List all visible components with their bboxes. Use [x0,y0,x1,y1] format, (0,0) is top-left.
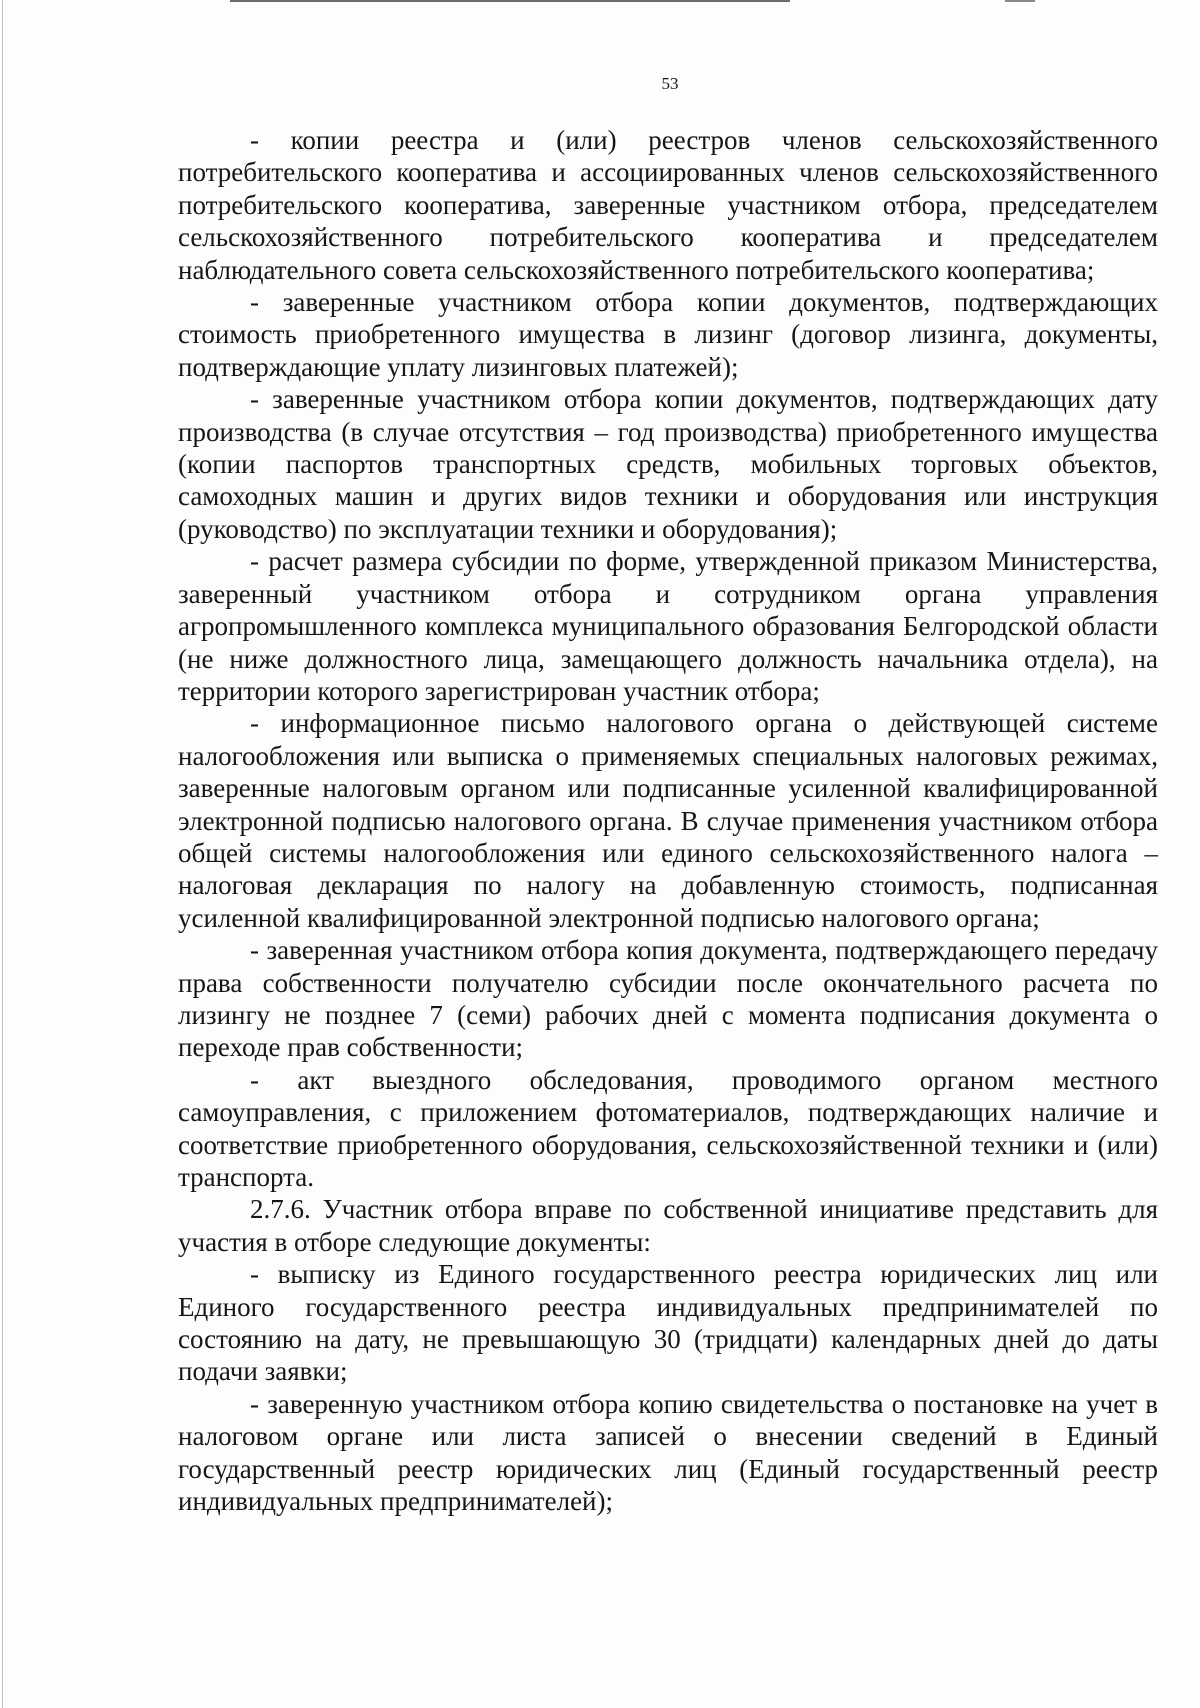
paragraph: - заверенную участником отбора копию свидетельства о постановке на учет в налоговом органе или листа записей о внесении сведений в Единый государственный реестр юридических лиц (Единый государственный реестр индивидуальных предпринимателей); [178,1388,1158,1517]
paragraph: - выписку из Единого государственного реестра юридических лиц или Единого государственного реестра индивидуальных предпринимателей по состоянию на дату, не превышающую 30 (тридцати) календарных дней до даты подачи заявки; [178,1259,1158,1387]
page-number: 53 [661,74,679,93]
scan-edge-mark [230,0,790,2]
scan-edge-mark [2,0,3,1708]
paragraph: - расчет размера субсидии по форме, утвержденной приказом Министерства, заверенный участником отбора и сотрудником органа управления агропромышленного комплекса муниципального образования Белгородской области (не ниже должностного лица, замещающего должность начальника отдела), на территории которого зарегистрирован участник отбора; [178,546,1158,706]
scan-edge-mark [1005,0,1035,2]
paragraph: - заверенные участником отбора копии документов, подтверждающих дату производства (в случае отсутствия – год производства) приобретенного имущества (копии паспортов транспортных средств, мобильных торговых объектов, самоходных машин и других видов техники и оборудования или инструкция (руководство) по эксплуатации техники и оборудования); [178,384,1158,544]
paragraph: - заверенная участником отбора копия документа, подтверждающего передачу права собственности получателю субсидии после окончательного расчета по лизингу не позднее 7 (семи) рабочих дней с момента подписания документа о переходе прав собственности; [178,935,1158,1063]
paragraph: - заверенные участником отбора копии документов, подтверждающих стоимость приобретенного имущества в лизинг (договор лизинга, документы, подтверждающие уплату лизинговых платежей); [178,287,1158,382]
paragraph: - акт выездного обследования, проводимого органом местного самоуправления, с приложением фотоматериалов, подтверждающих наличие и соответствие приобретенного оборудования, сельскохозяйственной техники и (или) транспорта. [178,1064,1158,1192]
paragraph: 2.7.6. Участник отбора вправе по собственной инициативе представить для участия в отборе следующие документы: [178,1194,1158,1257]
paragraph: - информационное письмо налогового органа о действующей системе налогообложения или выписка о применяемых специальных налоговых режимах, заверенные налоговым органом или подписанные усиленной квалифицированной электронной подписью налогового органа. В случае применения участником отбора общей системы налогообложения или единого сельскохозяйственного налога – налоговая декларация по налогу на добавленную стоимость, подписанная усиленной квалифицированной электронной подписью налогового органа; [178,708,1158,933]
paragraph: - копии реестра и (или) реестров членов сельскохозяйственного потребительского кооператива и ассоциированных членов сельскохозяйственного потребительского кооператива, заверенные участником отбора, председателем сельскохозяйственного потребительского кооператива и председателем наблюдательного совета сельскохозяйственного потребительского кооператива; [178,125,1158,285]
document-body [178,124,1158,1517]
